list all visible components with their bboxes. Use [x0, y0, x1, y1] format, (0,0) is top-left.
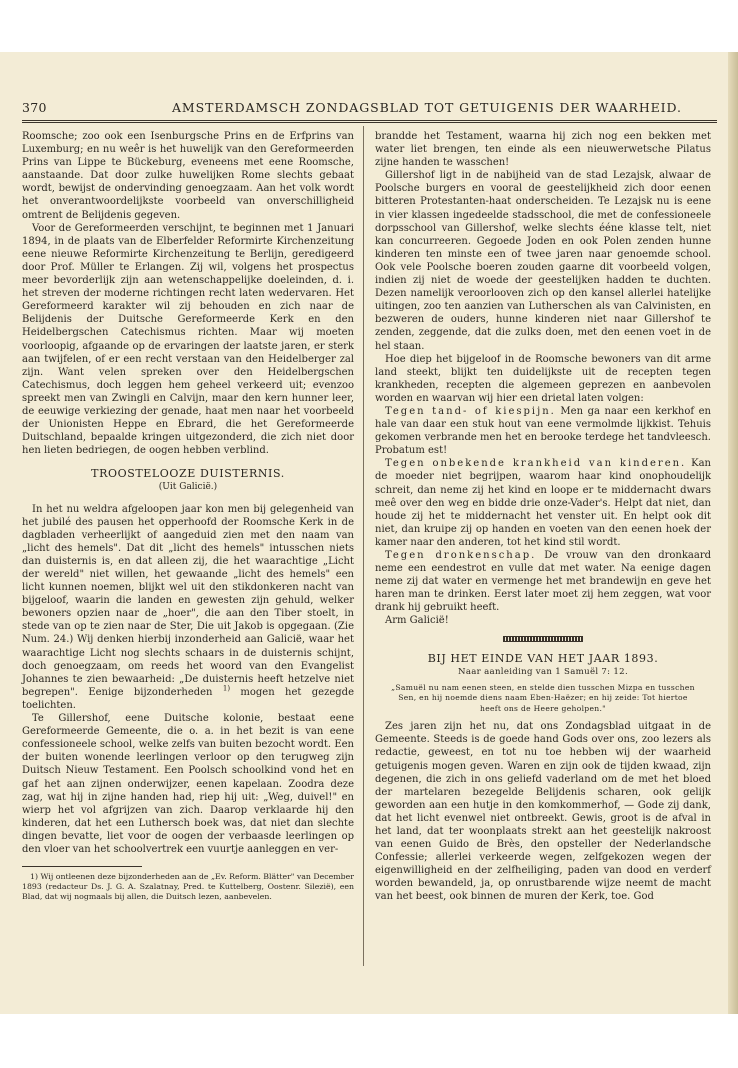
column-divider: [363, 126, 364, 966]
recipe: [375, 457, 711, 549]
paragraph: Gillershof ligt in de nabijheid van de stad Lezajsk, alwaar de Poolsche burgers en vooral de geestelijkheid zich door eenen bitteren Protestanten-haat onderscheiden. Te Lezajsk nu is eene in vier klassen ingedeelde stadsschool, die met de confessioneele dorpsschool van Gillershof, welke slechts ééne klasse telt, niet kan concurreeren. Gegoede Joden en ook Polen zenden hunne kinderen ten minste een of twee jaren naar genoemde school. Ook vele Poolsche boeren zouden gaarne dit voorbeeld volgen, indien zij niet de woede der geestelijken hadden te duchten. Dezen namelijk veroorlooven zich op den kansel allerlei hatelijke uitingen, zoo ten aanzien van Lutherschen als van Calvinisten, en bezweren de ouders, hunne kinderen niet naar Gillershof te zenden, zeggende, dat die zulks doen, met den eenen voet in de hel staan.: [375, 170, 711, 352]
right-column: [375, 130, 711, 904]
scanned-page: [0, 52, 738, 1014]
footnote-rule: [22, 866, 142, 867]
journal-title: AMSTERDAMSCH ZONDAGSBLAD TOT GETUIGENIS DER WAARHEID.: [172, 100, 682, 115]
paragraph-text: mogen het gezegde toelichten.: [22, 686, 354, 711]
paragraph-text: In het nu weldra afgeloopen jaar kon men bij gelegenheid van het jubilé des pausen het opperhoofd der Roomsche Kerk in de dagbladen verheerlijkt of aangeduid zien met den naam van „licht des hemels". Dat dit „licht des hemels" intusschen niets dan duisternis is, en dat alleen zij, die het waarachtige „Licht der wereld" niet willen, het gewaande „licht des hemels" een licht kunnen noemen, blijkt wel uit den stikdonkeren nacht van bijgeloof, waarin die landen en gewesten zijn gehuld, welker bewoners opzien naar de „hoer", die aan den Tiber stoelt, in stede van op te zien naar de Ster, Die uit Jakob is opgegaan. (Zie Num. 24.) Wij denken hierbij inzonderheid aan Galicië, waar het waarachtige Licht nog slechts schaars in de duisternis schijnt, doch genoegzaam, om reeds het woord van den Evangelist Johannes te zien bewaarheid: „De duisternis heeft hetzelve niet begrepen". Eenige bijzonderheden: [22, 503, 354, 698]
paragraph: [22, 503, 354, 713]
section-ornament: [503, 636, 583, 642]
left-column: [22, 130, 354, 902]
page-number: 370: [22, 100, 47, 115]
footnote: 1) Wij ontleenen deze bijzonderheden aan de „Ev. Reform. Blätter" van December 1893 (redacteur Ds. J. G. A. Szalatnay, Pred. te Kuttelberg, Oostenr. Silezië), een Blad, dat wij nogmaals bij allen, die Duitsch lezen, aanbevelen.: [22, 872, 354, 902]
recipe-text: Men ga naar een kerkhof en hale van daar een stuk hout van eene vermolmde lijkkist. Tehuis gekomen verbrande men het en berooke terdege het tandvleesch. Probatum est!: [375, 405, 711, 457]
paragraph: Te Gillershof, eene Duitsche kolonie, bestaat eene Gereformeerde Gemeente, die o. a. in het bezit is van eene confessioneele school, welke zelfs van buiten bezocht wordt. Een der buiten wonende leerlingen verloor op den terugweg zijn Duitsch Nieuw Testament. Een Poolsch schoolkind vond het en gaf het aan zijnen onderwijzer, eenen kapelaan. Zoodra deze zag, wat hij in zijne handen had, riep hij uit: „Weg, duivel!" en wierp het vol afgrijzen van zich. Daarop verklaarde hij den kinderen, dat het een Luthersch boek was, dat niet dan slechte dingen bevatte, liet voor de oogen der verbaasde leerlingen op den vloer van het schoolvertrek een vuurtje aanleggen en ver-: [22, 713, 354, 855]
footnote-marker: 1): [222, 684, 231, 693]
page-edge-shadow: [728, 52, 738, 1014]
recipe-heading: Tegen onbekende krankheid van kinderen.: [385, 458, 687, 470]
header-rule: [22, 120, 717, 123]
paragraph: Zes jaren zijn het nu, dat ons Zondagsblad uitgaat in de Gemeente. Steeds is de goede hand Gods over ons, zoo lezers als redactie, geweest, en tot nu toe hebben wij der waarheid getuigenis mogen geven. Waren en zijn ook de tijden kwaad, zijn degenen, die zich in ons geliefd vaderland om de met het bloed der martelaren bezegelde Belijdenis scharen, ook gelijk geworden aan een hutje in den komkommerhof, — Gode zij dank, dat het licht evenwel niet ontbreekt. Gewis, groot is de afval in het land, dat ter woonplaats strekt aan het geestelijk nakroost van eenen Guido de Brès, den opsteller der Nederlandsche Confessie; allerlei verkeerde wegen, zelfgekozen wegen der eigenwilligheid en der zelfheiliging, paden van dood en verderf worden bewandeld, ja, op onrustbarende wijze neemt de macht van het beest, ook binnen de muren der Kerk, toe. God: [375, 721, 711, 903]
page-header: [22, 100, 720, 118]
recipe-text: De vrouw van den dronkaard neme een eendestrot en vulle dat met water. Na eenige dagen neme zij dat water en vermenge het met brandewijn en geve het haren man te drinken. Eerst later moet zij hem zeggen, wat voor drank hij gebruikt heeft.: [375, 550, 711, 614]
closing-line: Arm Galicië!: [385, 615, 449, 627]
recipe: [375, 405, 711, 457]
section-subtitle: Naar aanleiding van 1 Samuël 7: 12.: [458, 666, 628, 677]
paragraph: Hoe diep het bijgeloof in de Roomsche bewoners van dit arme land steekt, blijkt ten duidelijkste uit de recepten tegen krankheden, recepten die algemeen geprezen en aanbevolen worden en waarvan wij hier een drietal laten volgen:: [375, 353, 711, 404]
recipe-heading: Tegen dronkenschap.: [385, 550, 537, 561]
recipe-text: Kan de moeder niet begrijpen, waarom haar kind onophoudelijk schreit, dan neme zij het kind en loope er te middernacht dwars meê over den weg en bidde drie onze-Vader's. Helpt dat niet, dan houde zij het te middernacht het venster uit. En helpt ook dit niet, dan kruipe zij op handen en voeten van den eenen hoek der kamer naar den anderen, tot het kind stil wordt.: [375, 458, 711, 548]
recipe-heading: Tegen tand- of kiespijn.: [385, 405, 556, 417]
section-title: TROOSTELOOZE DUISTERNIS.: [91, 467, 285, 481]
paragraph: Roomsche; zoo ook een Isenburgsche Prins en de Erfprins van Luxemburg; en nu weêr is het huwelijk van den Gereformeerden Prins van Lippe te Bückeburg, eveneens met eene Roomsche, aanstaande. Dat door zulke huwelijken Rome slechts gebaat wordt, bewijst de ondervinding genoegzaam. Aan het volk wordt het onverantwoordelijkste voorbeeld van onverschilligheid omtrent de Belijdenis gegeven.: [22, 131, 354, 221]
recipe: [375, 549, 711, 614]
scripture-quote: „Samuël nu nam eenen steen, en stelde dien tusschen Mizpa en tusschen Sen, en hij noemde diens naam Eben-Haëzer; en hij zeide: Tot hiertoe heeft ons de Heere geholpen.": [391, 682, 695, 713]
paragraph: Voor de Gereformeerden verschijnt, te beginnen met 1 Januari 1894, in de plaats van de Elberfelder Reformirte Kirchenzeitung eene nieuwe Reformirte Kirchenzeitung te Berlijn, geredigeerd door Prof. Müller te Erlangen. Zij wil, volgens het prospectus meer bevorderlijk zijn aan wetenschappelijke doeleinden, d. i. het streven der moderne richtingen recht laten wedervaren. Het Gereformeerd karakter wil zij behouden en zich naar de Belijdenis der Duitsche Gereformeerde Kerk en den Heidelbergschen Catechismus richten. Maar wij moeten voorloopig, afgaande op de ervaringen der laatste jaren, er sterk aan twijfelen, of er een recht verstaan van den Heidelberger zal zijn. Want velen spreken over den Heidelbergschen Catechismus, doch leggen hem geheel verkeerd uit; evenzoo spreekt men van Zwingli en Calvijn, maar den kern hunner leer, de eeuwige verkiezing der genade, haat men naar het voorbeeld der Unionisten Heppe en Ebrard, die het Gereformeerde Duitschland, bepaalde kringen uitgezonderd, die zich niet door hen lieten bedriegen, de oogen hebben verblind.: [22, 222, 354, 457]
section-subtitle: (Uit Galicië.): [158, 482, 218, 493]
paragraph: brandde het Testament, waarna hij zich nog een bekken met water liet brengen, ten einde als een nieuwerwetsche Pilatus zijne handen te wasschen!: [375, 131, 711, 169]
section-title: BIJ HET EINDE VAN HET JAAR 1893.: [427, 651, 659, 665]
